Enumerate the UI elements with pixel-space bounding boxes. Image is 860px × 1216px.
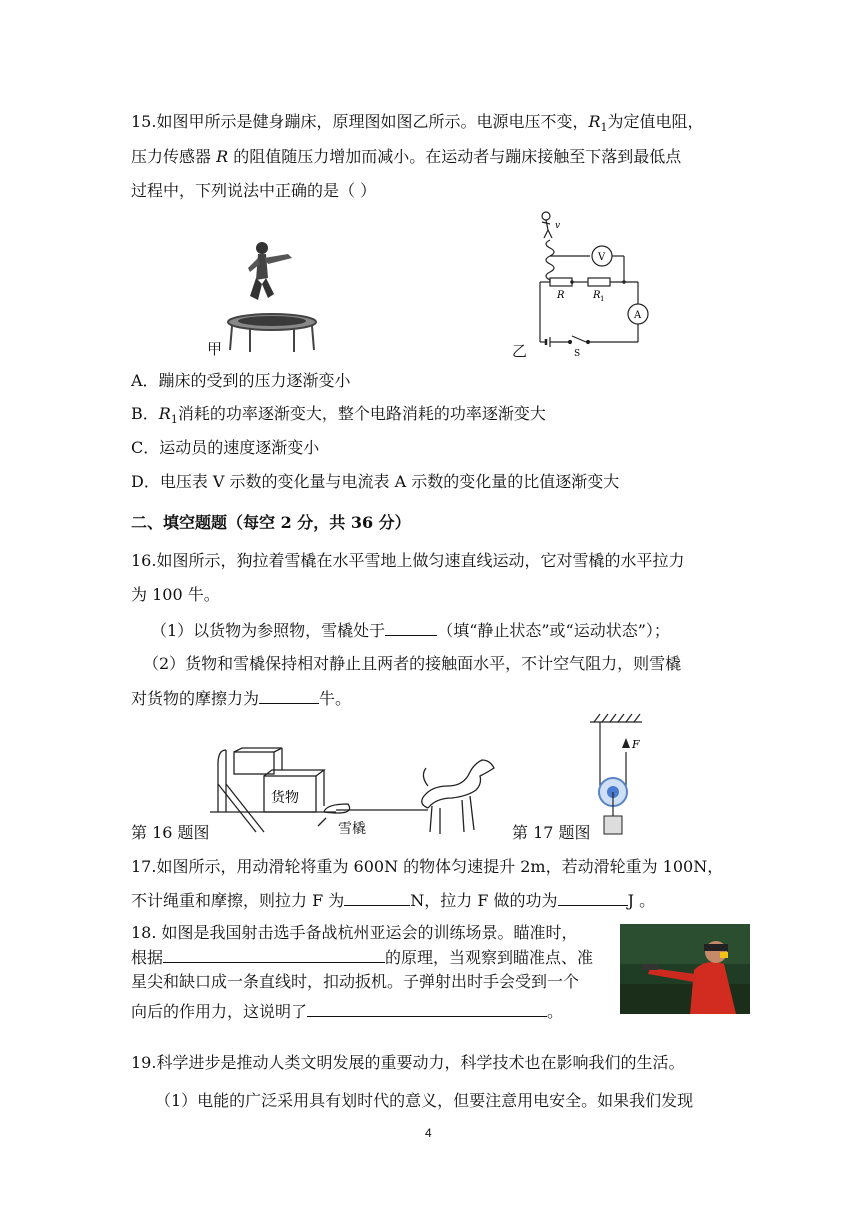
q19-line2: （1）电能的广泛采用具有划时代的意义，但要注意用电安全。如果我们发现 (155, 1091, 694, 1110)
ammeter-label: A (634, 310, 642, 321)
shooter-photo (620, 924, 750, 1014)
q15-line2: 压力传感器 R 的阻值随压力增加而减小。在运动者与蹦床接触至下落到最低点 (131, 147, 682, 166)
q18-line3: 星尖和缺口成一条直线时，扣动扳机。子弹射出时手会受到一个 (131, 972, 580, 991)
q15-option-a: A．蹦床的受到的压力逐渐变小 (131, 371, 351, 390)
fig16-caption: 第 16 题图 (131, 823, 210, 842)
page-number: 4 (425, 1126, 432, 1140)
fig-label-jia: 甲 (207, 340, 223, 358)
answer-blank[interactable] (307, 1000, 547, 1017)
section-title: 二、填空题题（每空 2 分，共 36 分） (131, 513, 411, 532)
velocity-label: v (555, 221, 561, 231)
q17-line1: 17.如图所示，用动滑轮将重为 600N 的物体匀速提升 2m，若动滑轮重为 100N， (131, 857, 724, 876)
q15-option-b: B．$R_1$消耗的功率逐渐变大，整个电路消耗的功率逐渐变大 (131, 404, 546, 427)
trampoline-figure (222, 238, 318, 358)
q17-line2: 不计绳重和摩擦，则拉力 F 为 N，拉力 F 做的功为 J 。 (131, 891, 656, 910)
q19-line1: 19.科学进步是推动人类文明发展的重要动力，科学技术也在影响我们的生活。 (131, 1053, 685, 1072)
force-label: F (632, 738, 640, 751)
fig-label-yi: 乙 (512, 342, 528, 360)
answer-blank[interactable] (163, 946, 385, 963)
q18-line1: 18. 如图是我国射击选手备战杭州亚运会的训练场景。瞄准时， (131, 923, 578, 942)
voltmeter-label: V (598, 252, 606, 263)
fig17-caption: 第 17 题图 (512, 823, 591, 842)
q15-option-c: C．运动员的速度逐渐变小 (131, 438, 320, 457)
q16-sub2-line2: 对货物的摩擦力为 牛。 (131, 689, 352, 708)
q16-sub1: （1）以货物为参照物，雪橇处于 （填“静止状态”或“运动状态”）； (151, 621, 670, 640)
q15-line1: 15.如图甲所示是健身蹦床，原理图如图乙所示。电源电压不变，$R_1$为定值电阻， (131, 112, 704, 135)
q15-option-d: D．电压表 V 示数的变化量与电流表 A 示数的变化量的比值逐渐变大 (131, 472, 620, 491)
q18-line2: 根据 的原理，当观察到瞄准点、准 (131, 948, 594, 967)
q18-line4: 向后的作用力，这说明了 。 (131, 1002, 564, 1021)
q16-line2: 为 100 牛。 (131, 585, 220, 604)
answer-blank[interactable] (558, 889, 628, 906)
resistor-r1-label: R (593, 290, 601, 301)
athlete-silhouette (248, 242, 292, 300)
resistor-r1-sub: 1 (600, 295, 605, 303)
answer-blank[interactable] (385, 619, 437, 636)
resistor-r-label: R (557, 290, 565, 301)
circuit-diagram (528, 208, 664, 360)
switch-label: S (574, 349, 581, 359)
answer-blank[interactable] (259, 687, 319, 704)
pulley-figure (586, 712, 646, 840)
q15-line3: 过程中，下列说法中正确的是（ ） (131, 181, 377, 200)
cargo-label: 货物 (271, 790, 299, 806)
answer-blank[interactable] (344, 889, 410, 906)
q16-line1: 16.如图所示，狗拉着雪橇在水平雪地上做匀速直线运动，它对雪橇的水平拉力 (131, 551, 685, 570)
q16-sub2-line1: （2）货物和雪橇保持相对静止且两者的接触面水平，不计空气阻力，则雪橇 (143, 654, 682, 673)
sled-label: 雪橇 (338, 821, 366, 837)
